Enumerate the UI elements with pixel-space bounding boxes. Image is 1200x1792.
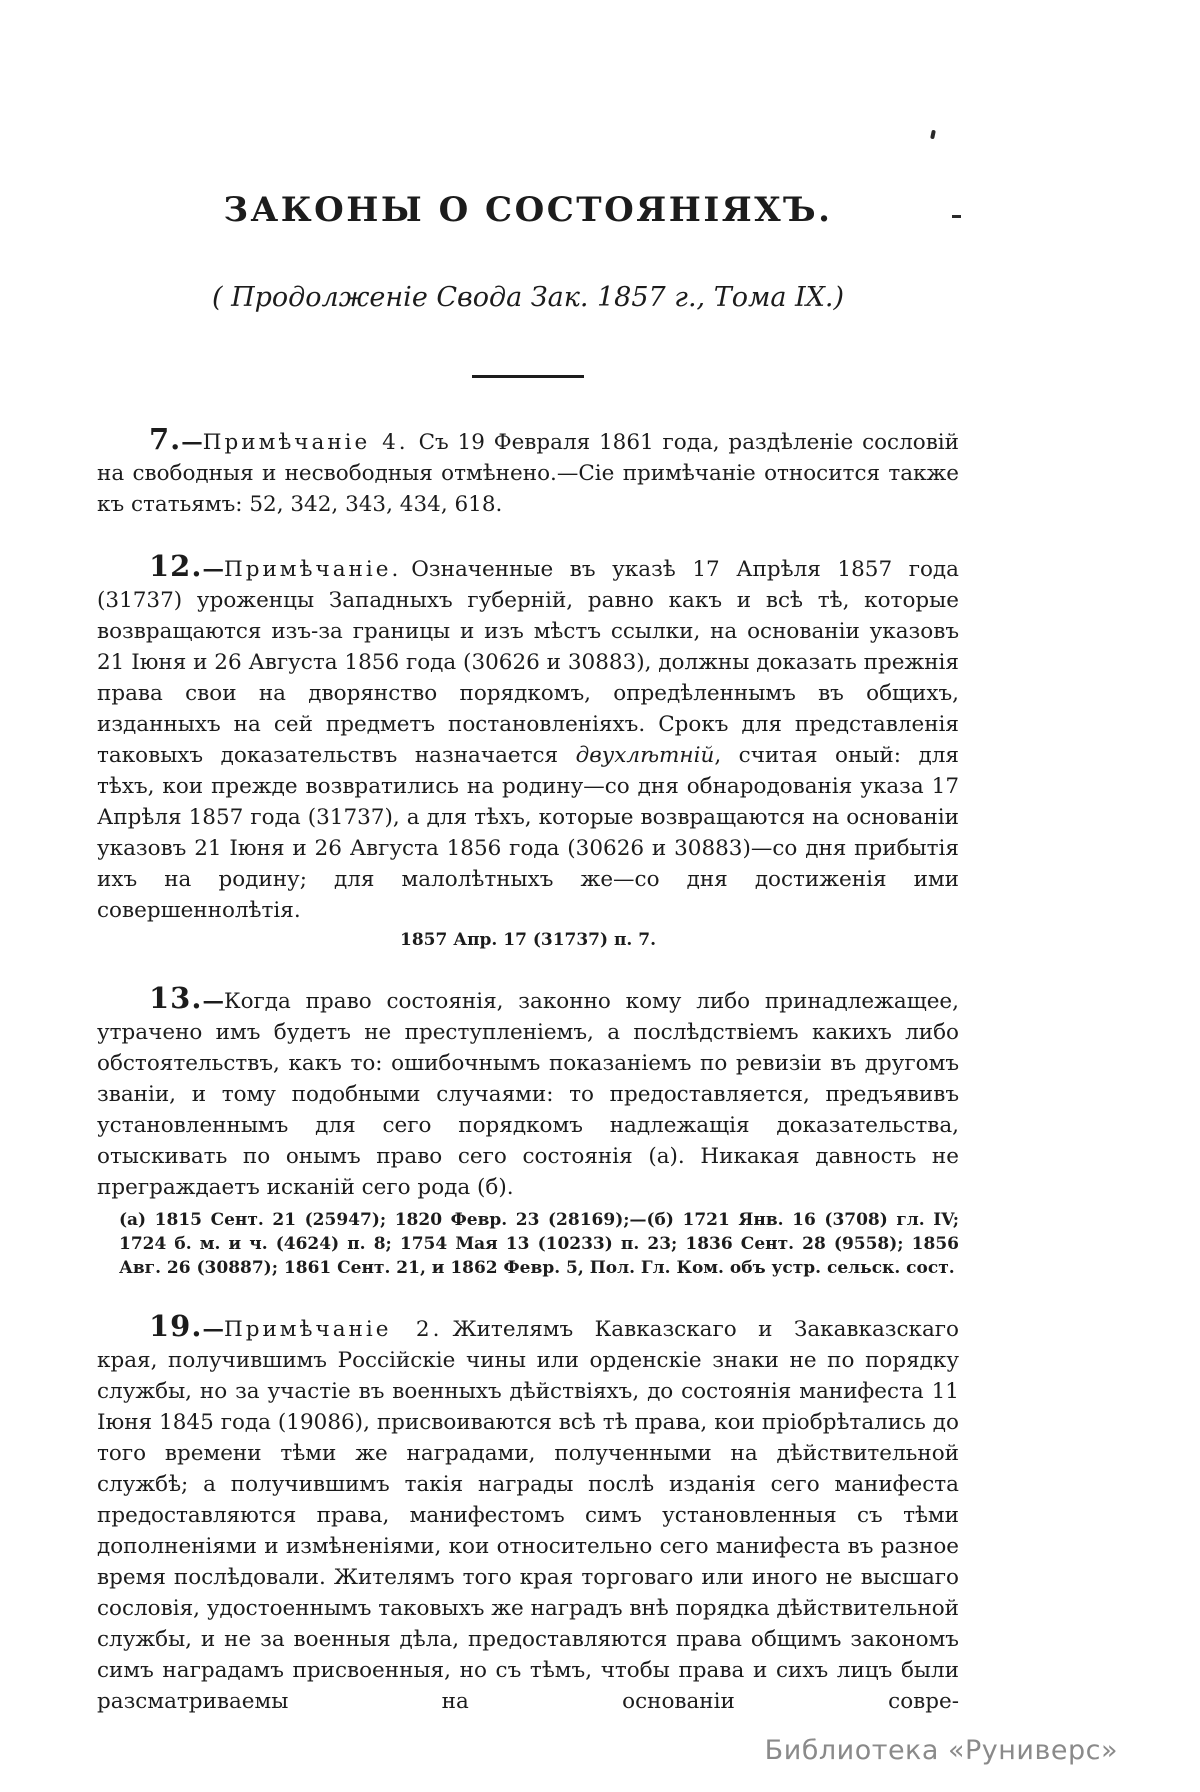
article-label: Примѣчаніе 2.: [223, 1317, 443, 1342]
article-13: [97, 983, 959, 1280]
article-body-text: Съ 19 Февраля 1861 года, раздѣленіе сословій на свободныя и несвободныя отмѣнено.—Сіе примѣчаніе относится также къ статьямъ: 52, 342, 343, 434, 618.: [97, 430, 960, 517]
article-12-paragraph: [97, 551, 959, 926]
scan-artifact-mark: [930, 130, 936, 140]
article-number-dash: —: [202, 989, 224, 1014]
text-column: [97, 190, 959, 1748]
article-number-dash: —: [181, 430, 203, 455]
article-body-text: Когда право состоянія, законно кому либо принадлежащее, утрачено имъ будетъ не преступленіемъ, а послѣдствіемъ какихъ либо обстоятельствъ, какъ то: ошибочнымъ показаніемъ по ревизіи въ другомъ званіи, и тому подобными случаями: то предоставляется, предъявивъ установленнымъ для сего порядкомъ надлежащія доказательства, отыскивать по онымъ право сего состоянія (а). Никакая давность не преграждаетъ исканій сего рода (б).: [97, 989, 959, 1200]
article-label: Примѣчаніе 4.: [202, 430, 409, 455]
article-number: 19.: [149, 1309, 203, 1343]
article-number: 12.: [149, 549, 203, 583]
article-number-dash: —: [202, 557, 224, 582]
article-7-paragraph: [97, 424, 959, 520]
article-number: 7.: [149, 422, 182, 456]
article-7: [97, 424, 959, 520]
article-number-dash: —: [202, 1317, 224, 1342]
page-subtitle: ( Продолженіе Свода Зак. 1857 г., Тома IX.): [211, 282, 845, 313]
article-body-text: , считая оный: для тѣхъ, кои прежде возвратились на родину—со дня обнародованія указа 17 Апрѣля 1857 года (31737), а для тѣхъ, которые возвращаются на основаніи указовъ 21 Іюня и 26 Августа 1856 года (30626 и 30883)—со дня прибытія ихъ на родину; для малолѣтныхъ же—со дня достиженія ими совершеннолѣтія.: [97, 743, 959, 923]
page-title: ЗАКОНЫ О СОСТОЯНІЯХЪ.: [223, 190, 833, 230]
article-number: 13.: [149, 981, 203, 1015]
legal-citation: 1857 Апр. 17 (31737) п. 7.: [400, 930, 656, 950]
italic-term: двухлѣтній: [575, 743, 715, 768]
article-19-paragraph: [97, 1311, 959, 1717]
title-divider-rule: [472, 375, 584, 378]
article-body-text: Означенные въ указѣ 17 Апрѣля 1857 года (31737) уроженцы Западныхъ губерній, равно какъ и всѣ тѣ, которые возвращаются изъ-за границы и изъ мѣстъ ссылки, на основаніи указовъ 21 Іюня и 26 Августа 1856 года (30626 и 30883), должны доказать прежнія права свои на дворянство порядкомъ, опредѣленнымъ въ общихъ, изданныхъ на сей предметъ постановленіяхъ. Срокъ для представленія таковыхъ доказательствъ назначается: [97, 557, 959, 768]
article-label: Примѣчаніе.: [223, 557, 402, 582]
footnote-references: (а) 1815 Сент. 21 (25947); 1820 Февр. 23 (28169);—(б) 1721 Янв. 16 (3708) гл. IV; 1724 б. м. и ч. (4624) п. 8; 1754 Мая 13 (10233) п. 23; 1836 Сент. 28 (9558); 1856 Авг. 26 (30887); 1861 Сент. 21, и 1862 Февр. 5, Пол. Гл. Ком. объ устр. сельск. сост.: [119, 1210, 959, 1278]
library-watermark: Библиотека «Руниверс»: [764, 1735, 1118, 1766]
article-13-paragraph: [97, 983, 959, 1203]
article-19: [97, 1311, 959, 1717]
article-body-text: Жителямъ Кавказскаго и Закавказскаго края, получившимъ Россійскіе чины или орденскіе знаки не по порядку службы, но за участіе въ военныхъ дѣйствіяхъ, до состоянія манифеста 11 Іюня 1845 года (19086), присвоиваются всѣ тѣ права, кои пріобрѣтались до того времени тѣми же наградами, полученными на дѣйствительной службѣ; а получившимъ такія награды послѣ изданія сего манифеста предоставляются права, манифестомъ симъ установленныя съ тѣми дополненіями и измѣненіями, кои относительно сего манифеста въ разное время послѣдовали. Жителямъ того края торговаго или иного не высшаго сословія, удостоеннымъ таковыхъ же наградъ внѣ порядка дѣйствительной службы, и не за военныя дѣла, предоставляются права общимъ закономъ симъ наградамъ присвоенныя, но съ тѣмъ, чтобы права и сихъ лицъ были разсматриваемы на основаніи совре-: [97, 1317, 960, 1714]
article-12: [97, 551, 959, 952]
